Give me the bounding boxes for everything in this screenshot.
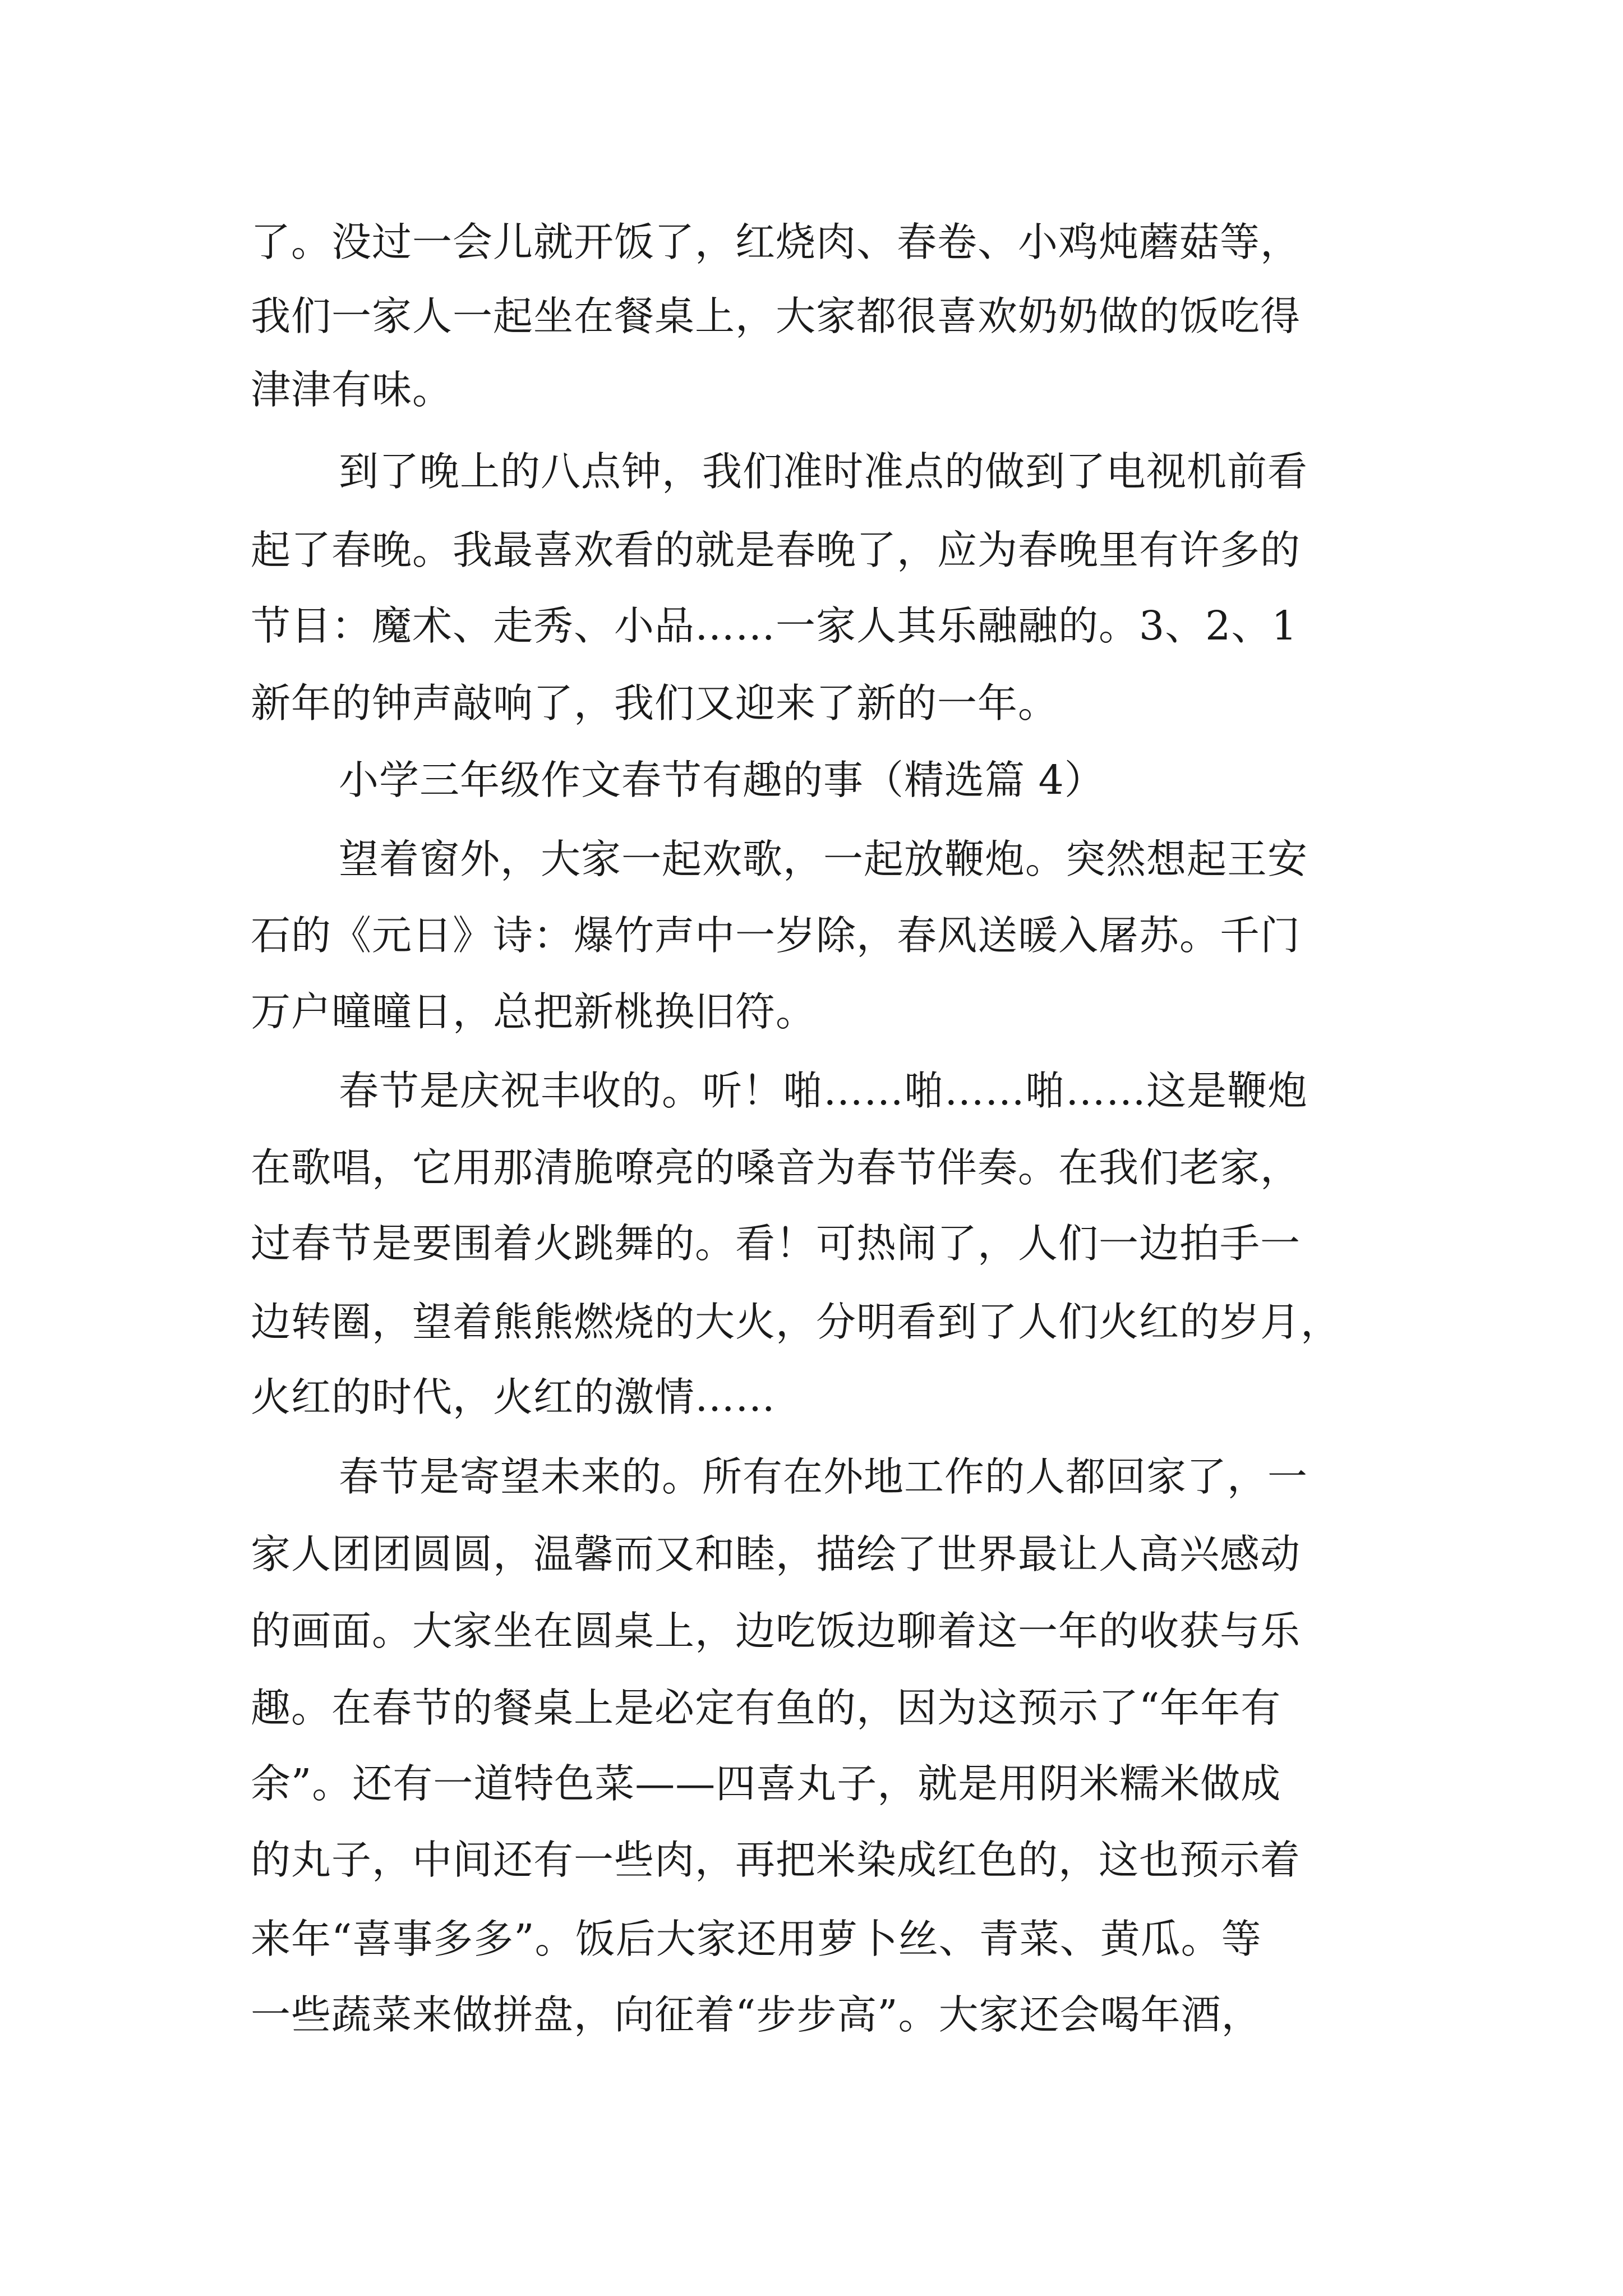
text-line: 的画面。大家坐在圆桌上，边吃饭边聊着这一年的收获与乐 bbox=[251, 1608, 1301, 1654]
text-line: 望着窗外，大家一起欢歌，一起放鞭炮。突然想起王安 bbox=[339, 836, 1308, 882]
text-line: 我们一家人一起坐在餐桌上，大家都很喜欢奶奶做的饭吃得 bbox=[251, 293, 1301, 339]
text-line: 新年的钟声敲响了，我们又迎来了新的一年。 bbox=[251, 680, 1059, 726]
text-line: 了。没过一会儿就开饭了，红烧肉、春卷、小鸡炖蘑菇等， bbox=[251, 219, 1301, 265]
text-line: 家人团团圆圆，温馨而又和睦，描绘了世界最让人高兴感动 bbox=[251, 1531, 1301, 1577]
text-line: 边转圈，望着熊熊燃烧的大火，分明看到了人们火红的岁月， bbox=[251, 1299, 1341, 1345]
text-line: 万户曈曈日，总把新桃换旧符。 bbox=[251, 988, 817, 1035]
text-line: 节目：魔术、走秀、小品……一家人其乐融融的。3、2、1 bbox=[251, 602, 1298, 649]
text-line: 津津有味。 bbox=[251, 366, 453, 413]
text-line: 在歌唱，它用那清脆嘹亮的嗓音为春节伴奏。在我们老家， bbox=[251, 1144, 1301, 1191]
text-line: 来年“喜事多多”。饭后大家还用萝卜丝、青菜、黄瓜。等 bbox=[251, 1916, 1262, 1962]
text-line: 趣。在春节的餐桌上是必定有鱼的，因为这预示了“年年有 bbox=[251, 1685, 1281, 1731]
text-line: 石的《元日》诗：爆竹声中一岁除，春风送暖入屠苏。千门 bbox=[251, 912, 1301, 959]
text-line: 的丸子，中间还有一些肉，再把米染成红色的，这也预示着 bbox=[251, 1837, 1301, 1883]
text-line: 起了春晚。我最喜欢看的就是春晚了，应为春晚里有许多的 bbox=[251, 527, 1301, 573]
text-line: 到了晚上的八点钟，我们准时准点的做到了电视机前看 bbox=[339, 448, 1308, 495]
section-heading: 小学三年级作文春节有趣的事（精选篇 4） bbox=[339, 757, 1105, 803]
text-line: 春节是寄望未来的。所有在外地工作的人都回家了，一 bbox=[339, 1453, 1308, 1500]
text-line: 余”。还有一道特色菜——四喜丸子，就是用阴米糯米做成 bbox=[251, 1760, 1281, 1807]
text-line: 过春节是要围着火跳舞的。看！可热闹了，人们一边拍手一 bbox=[251, 1220, 1301, 1267]
text-line: 春节是庆祝丰收的。听！啪……啪……啪……这是鞭炮 bbox=[339, 1068, 1308, 1114]
text-line: 火红的时代，火红的激情…… bbox=[251, 1374, 776, 1420]
text-line: 一些蔬菜来做拼盘，向征着“步步高”。大家还会喝年酒， bbox=[251, 1991, 1262, 2038]
